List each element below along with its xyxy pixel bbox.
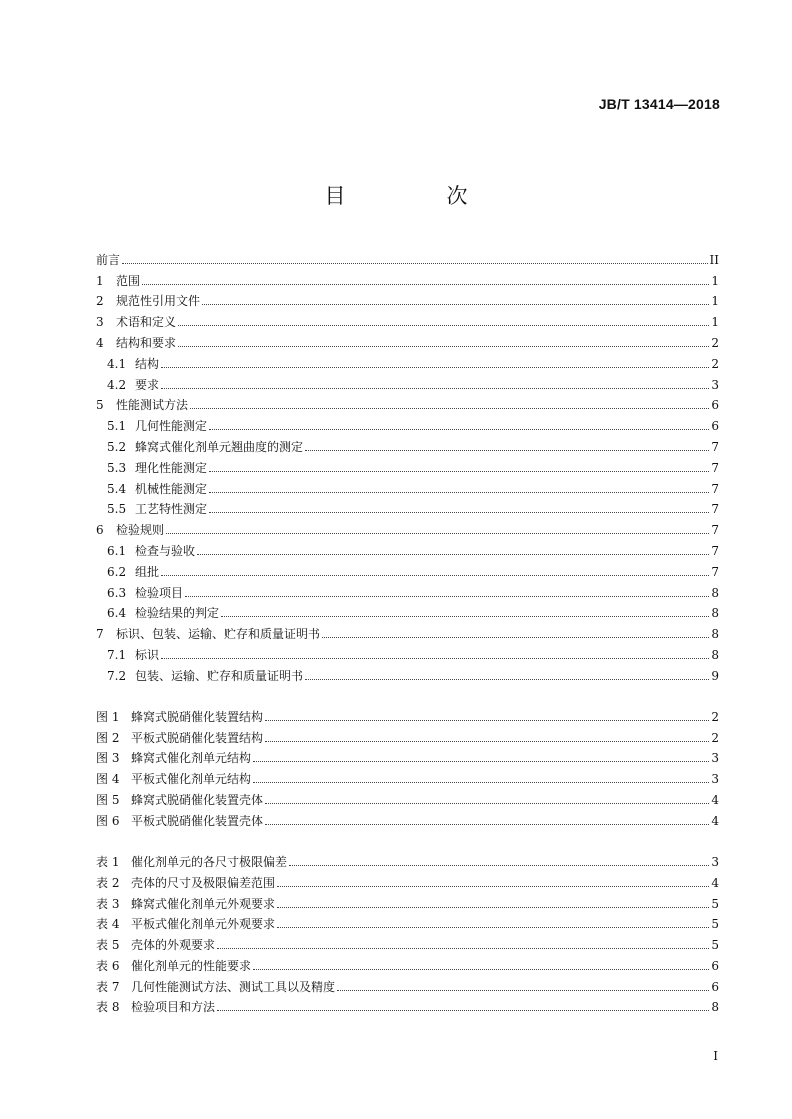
toc-entry-page: 8 xyxy=(711,1000,719,1015)
dot-leader xyxy=(277,907,709,908)
toc-entry-number: 图 2 xyxy=(96,730,120,745)
toc-entry[interactable] xyxy=(96,786,719,807)
toc-entry-number: 7 xyxy=(96,627,104,642)
toc-entry-number: 1 xyxy=(96,273,104,288)
page-title: 目 次 xyxy=(324,184,508,208)
toc-entry[interactable] xyxy=(96,911,719,932)
dot-leader xyxy=(142,284,709,285)
toc-entry-page: 7 xyxy=(711,481,719,496)
toc-entry-title: 规范性引用文件 xyxy=(116,294,201,309)
dot-leader xyxy=(265,803,709,804)
toc-entry[interactable] xyxy=(96,869,719,890)
dot-leader xyxy=(166,533,709,534)
toc-entry-title: 前言 xyxy=(96,252,121,267)
toc-entry-number: 7.1 xyxy=(107,647,127,662)
toc-entry[interactable] xyxy=(96,703,719,724)
toc-entry-page: 8 xyxy=(711,606,719,621)
toc-entry[interactable] xyxy=(96,848,719,869)
toc-entry-page: 6 xyxy=(711,398,719,413)
dot-leader xyxy=(190,408,709,409)
dot-leader xyxy=(161,575,709,576)
toc-entry-number: 图 6 xyxy=(96,813,120,828)
dot-leader xyxy=(197,554,709,555)
toc-entry-number: 表 7 xyxy=(96,979,120,994)
toc-entry[interactable] xyxy=(96,890,719,911)
toc-entry[interactable] xyxy=(96,600,719,621)
toc-entry-number: 6.2 xyxy=(107,564,127,579)
toc-entry[interactable] xyxy=(96,620,719,641)
dot-leader xyxy=(178,346,709,347)
toc-entry-page: 6 xyxy=(711,419,719,434)
dot-leader xyxy=(277,927,709,928)
toc-entry-page: 1 xyxy=(711,294,719,309)
toc-entry-title: 检验项目和方法 xyxy=(131,1000,216,1015)
toc-entry-number: 4 xyxy=(96,335,104,350)
dot-leader xyxy=(265,720,709,721)
standard-code: JB/T 13414—2018 xyxy=(598,96,720,112)
toc-entry-page: 1 xyxy=(711,273,719,288)
toc-entry-page: 7 xyxy=(711,543,719,558)
toc-entry[interactable] xyxy=(96,558,719,579)
footer-page-number: I xyxy=(713,1049,718,1063)
toc-entry[interactable] xyxy=(96,412,719,433)
toc-entry[interactable] xyxy=(96,454,719,475)
dot-leader xyxy=(337,990,709,991)
toc-entry-title: 检验项目 xyxy=(135,585,184,600)
toc-entry[interactable] xyxy=(96,516,719,537)
dot-leader xyxy=(253,782,709,783)
toc-entry-title: 蜂窝式催化剂单元结构 xyxy=(131,751,252,766)
toc-entry-page: 6 xyxy=(711,979,719,994)
toc-entry-page: 4 xyxy=(711,813,719,828)
toc-entry-page: 7 xyxy=(711,502,719,517)
toc-entry-page: 7 xyxy=(711,460,719,475)
toc-entry[interactable] xyxy=(96,246,719,267)
toc-entry-title: 几何性能测定 xyxy=(135,419,208,434)
toc-entry-title: 检查与验收 xyxy=(135,543,196,558)
toc-entry[interactable] xyxy=(96,807,719,828)
toc-entry-page: 7 xyxy=(711,523,719,538)
toc-entry-page: 2 xyxy=(711,730,719,745)
toc-entry-title: 检验结果的判定 xyxy=(135,606,220,621)
toc-entry-title: 平板式催化剂单元结构 xyxy=(131,772,252,787)
toc-entry-page: 6 xyxy=(711,958,719,973)
toc-entry-page: 9 xyxy=(711,668,719,683)
toc-entry-number: 5.2 xyxy=(107,439,127,454)
toc-entry-page: 4 xyxy=(711,875,719,890)
toc-entry-number: 表 5 xyxy=(96,938,120,953)
toc-entry-title: 范围 xyxy=(116,273,141,288)
dot-leader xyxy=(185,596,709,597)
toc-entry[interactable] xyxy=(96,308,719,329)
dot-leader xyxy=(178,325,709,326)
toc-entry-page: II xyxy=(709,252,719,267)
toc-entry-page: 2 xyxy=(711,709,719,724)
toc-entry-title: 术语和定义 xyxy=(116,315,177,330)
toc-entry-number: 4.2 xyxy=(107,377,127,392)
toc-entry-number: 7.2 xyxy=(107,668,127,683)
toc-entry-page: 1 xyxy=(711,315,719,330)
dot-leader xyxy=(161,388,709,389)
toc-entry[interactable] xyxy=(96,371,719,392)
toc-entry-number: 图 3 xyxy=(96,751,120,766)
toc-entry[interactable] xyxy=(96,931,719,952)
dot-leader xyxy=(305,450,709,451)
dot-leader xyxy=(217,1010,709,1011)
toc-entry-number: 5.4 xyxy=(107,481,127,496)
toc-entry-page: 8 xyxy=(711,647,719,662)
toc-entry[interactable] xyxy=(96,662,719,683)
toc-entry-title: 组批 xyxy=(135,564,160,579)
dot-leader xyxy=(265,741,709,742)
toc-entry-page: 8 xyxy=(711,585,719,600)
toc-entry-number: 图 4 xyxy=(96,772,120,787)
toc-entry-title: 要求 xyxy=(135,377,160,392)
dot-leader xyxy=(322,637,709,638)
toc-entry-title: 壳体的外观要求 xyxy=(131,938,216,953)
dot-leader xyxy=(161,367,709,368)
toc-entry-number: 表 1 xyxy=(96,854,120,869)
toc-entry-page: 4 xyxy=(711,793,719,808)
toc-entry[interactable] xyxy=(96,952,719,973)
toc-entry-number: 5.5 xyxy=(107,502,127,517)
toc-entry[interactable] xyxy=(96,267,719,288)
toc-entry-title: 平板式脱硝催化装置结构 xyxy=(131,730,264,745)
toc-entry-title: 蜂窝式脱硝催化装置壳体 xyxy=(131,793,264,808)
dot-leader xyxy=(209,471,709,472)
toc-entry-title: 壳体的尺寸及极限偏差范围 xyxy=(131,875,276,890)
toc-entry[interactable] xyxy=(96,537,719,558)
dot-leader xyxy=(253,969,709,970)
toc-entry[interactable] xyxy=(96,496,719,517)
toc-entry-number: 5.3 xyxy=(107,460,127,475)
toc-entry[interactable] xyxy=(96,392,719,413)
dot-leader xyxy=(265,824,709,825)
table-of-contents xyxy=(96,246,719,1014)
toc-entry-page: 3 xyxy=(711,377,719,392)
toc-entry-number: 表 4 xyxy=(96,917,120,932)
dot-leader xyxy=(209,429,709,430)
toc-entry-number: 图 5 xyxy=(96,793,120,808)
toc-entry-title: 标识、包装、运输、贮存和质量证明书 xyxy=(116,627,321,642)
dot-leader xyxy=(209,512,709,513)
dot-leader xyxy=(277,886,709,887)
toc-entry-number: 6 xyxy=(96,523,104,538)
toc-entry-title: 包装、运输、贮存和质量证明书 xyxy=(135,668,304,683)
toc-entry-page: 3 xyxy=(711,751,719,766)
toc-entry-title: 催化剂单元的各尺寸极限偏差 xyxy=(131,854,288,869)
toc-entry[interactable] xyxy=(96,994,719,1015)
toc-entry[interactable] xyxy=(96,724,719,745)
toc-entry-title: 蜂窝式催化剂单元翘曲度的测定 xyxy=(135,439,304,454)
toc-entry-title: 工艺特性测定 xyxy=(135,502,208,517)
toc-entry[interactable] xyxy=(96,475,719,496)
toc-entry-number: 2 xyxy=(96,294,104,309)
toc-entry-title: 蜂窝式催化剂单元外观要求 xyxy=(131,896,276,911)
toc-entry-title: 蜂窝式脱硝催化装置结构 xyxy=(131,709,264,724)
toc-entry-title: 检验规则 xyxy=(116,523,165,538)
toc-entry-number: 6.3 xyxy=(107,585,127,600)
toc-entry-number: 表 2 xyxy=(96,875,120,890)
dot-leader xyxy=(122,263,708,264)
toc-entry-title: 机械性能测定 xyxy=(135,481,208,496)
toc-entry[interactable] xyxy=(96,350,719,371)
toc-entry[interactable] xyxy=(96,329,719,350)
dot-leader xyxy=(161,658,709,659)
toc-entry-page: 2 xyxy=(711,335,719,350)
toc-entry-title: 性能测试方法 xyxy=(116,398,189,413)
toc-entry-title: 平板式脱硝催化装置壳体 xyxy=(131,813,264,828)
toc-entry-number: 图 1 xyxy=(96,709,120,724)
toc-entry-title: 几何性能测试方法、测试工具以及精度 xyxy=(131,979,336,994)
toc-entry-page: 8 xyxy=(711,627,719,642)
toc-entry-title: 结构和要求 xyxy=(116,335,177,350)
toc-entry-page: 7 xyxy=(711,564,719,579)
toc-entry[interactable] xyxy=(96,641,719,662)
toc-entry[interactable] xyxy=(96,973,719,994)
toc-entry-page: 5 xyxy=(711,896,719,911)
toc-entry-number: 6.4 xyxy=(107,606,127,621)
toc-entry-title: 平板式催化剂单元外观要求 xyxy=(131,917,276,932)
toc-entry-page: 7 xyxy=(711,439,719,454)
toc-entry-page: 5 xyxy=(711,917,719,932)
toc-entry-page: 3 xyxy=(711,772,719,787)
dot-leader xyxy=(209,492,709,493)
toc-entry-number: 表 6 xyxy=(96,958,120,973)
toc-entry[interactable] xyxy=(96,288,719,309)
dot-leader xyxy=(253,761,709,762)
toc-entry-number: 5.1 xyxy=(107,419,127,434)
toc-entry[interactable] xyxy=(96,579,719,600)
dot-leader xyxy=(305,679,709,680)
toc-entry-title: 催化剂单元的性能要求 xyxy=(131,958,252,973)
toc-entry-title: 标识 xyxy=(135,647,160,662)
toc-entry-number: 3 xyxy=(96,315,104,330)
toc-entry-number: 6.1 xyxy=(107,543,127,558)
toc-entry-page: 3 xyxy=(711,854,719,869)
dot-leader xyxy=(221,616,709,617)
toc-entry-number: 表 8 xyxy=(96,1000,120,1015)
dot-leader xyxy=(217,948,709,949)
toc-entry[interactable] xyxy=(96,745,719,766)
toc-entry-number: 表 3 xyxy=(96,896,120,911)
toc-entry-number: 5 xyxy=(96,398,104,413)
toc-entry-page: 5 xyxy=(711,938,719,953)
toc-entry-title: 结构 xyxy=(135,356,160,371)
dot-leader xyxy=(202,304,709,305)
toc-entry[interactable] xyxy=(96,433,719,454)
toc-entry[interactable] xyxy=(96,765,719,786)
dot-leader xyxy=(289,865,709,866)
toc-entry-page: 2 xyxy=(711,356,719,371)
toc-entry-number: 4.1 xyxy=(107,356,127,371)
toc-entry-title: 理化性能测定 xyxy=(135,460,208,475)
